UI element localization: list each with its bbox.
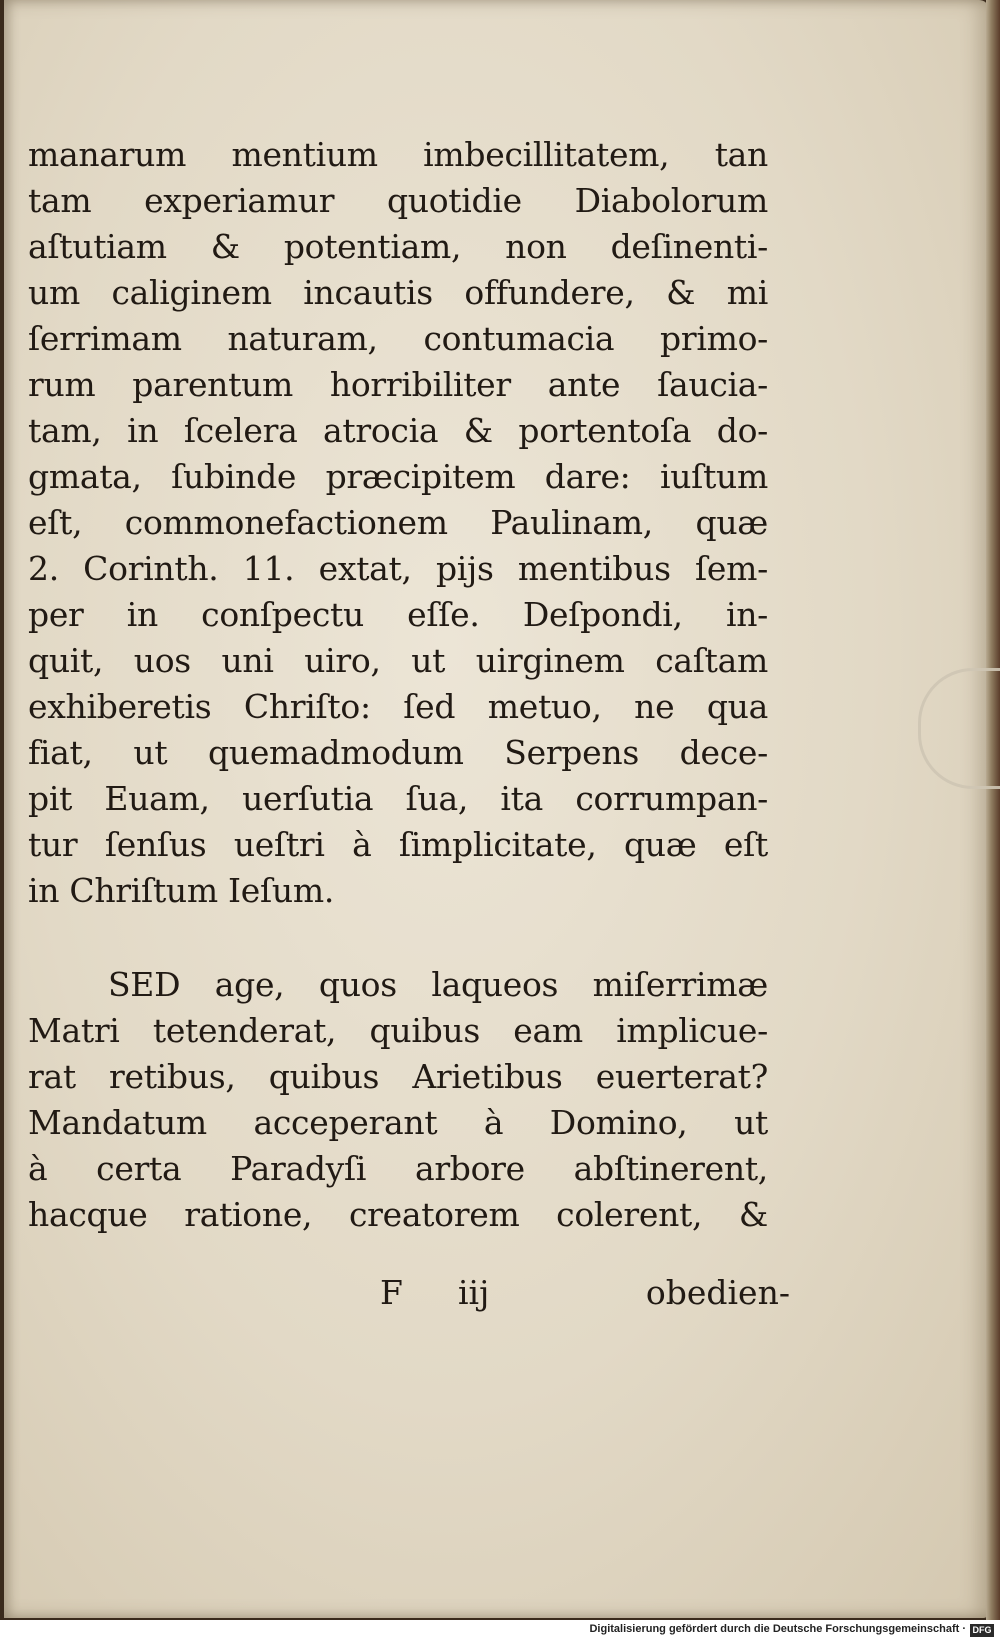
text-line: um caliginem incautis offundere, & mi: [28, 273, 768, 312]
page-edge: [986, 0, 1000, 1620]
catchword: obedien-: [645, 1273, 790, 1312]
text-line: pit Euam, uerſutia ſua, ita corrumpan-: [28, 779, 768, 818]
text-line: eſt, commonefactionem Paulinam, quæ: [28, 503, 768, 542]
text-line: Mandatum acceperant à Domino, ut: [28, 1103, 768, 1142]
dfg-logo: DFG: [970, 1624, 994, 1637]
text-line: quit, uos uni uiro, ut uirginem caſtam: [28, 641, 768, 680]
text-line: 2. Corinth. 11. extat, pijs mentibus ſem-: [28, 549, 768, 588]
text-line: aſtutiam & potentiam, non deſinenti-: [28, 227, 768, 266]
text-line: tur ſenſus ueſtri à ſimplicitate, quæ eſt: [28, 825, 768, 864]
text-line: Matri tetenderat, quibus eam implicue-: [28, 1011, 768, 1050]
text-line: ſerrimam naturam, contumacia primo-: [28, 319, 768, 358]
text-line: gmata, ſubinde præcipitem dare: iuſtum: [28, 457, 768, 496]
text-line: tam experiamur quotidie Diabolorum: [28, 181, 768, 220]
text-line: tam, in ſcelera atrocia & portentoſa do-: [28, 411, 768, 450]
text-line: rum parentum horribiliter ante ſaucia-: [28, 365, 768, 404]
text-line: in Chriſtum Ieſum.: [28, 871, 335, 910]
signature-mark: F: [380, 1273, 403, 1312]
text-line: per in conſpectu eſſe. Deſpondi, in-: [28, 595, 768, 634]
text-line: exhiberetis Chriſto: ſed metuo, ne qua: [28, 687, 768, 726]
text-line: rat retibus, quibus Arietibus euerterat?: [28, 1057, 768, 1096]
signature-number: iij: [458, 1273, 490, 1312]
signature-line: [380, 1270, 790, 1316]
footer-credit: Digitalisierung gefördert durch die Deutsche Forschungsgemeinschaft ·: [589, 1623, 966, 1635]
text-line: SED age, quos laqueos miſerrimæ: [108, 965, 768, 1004]
text-line: hacque ratione, creatorem colerent, &: [28, 1195, 768, 1234]
text-line: fiat, ut quemadmodum Serpens dece-: [28, 733, 768, 772]
text-line: manarum mentium imbecillitatem, tan: [28, 135, 768, 174]
paragraph-gap: [28, 914, 768, 962]
footer-bar: [0, 1620, 1000, 1642]
page-text: [28, 132, 768, 1238]
text-line: à certa Paradyſi arbore abſtinerent,: [28, 1149, 768, 1188]
